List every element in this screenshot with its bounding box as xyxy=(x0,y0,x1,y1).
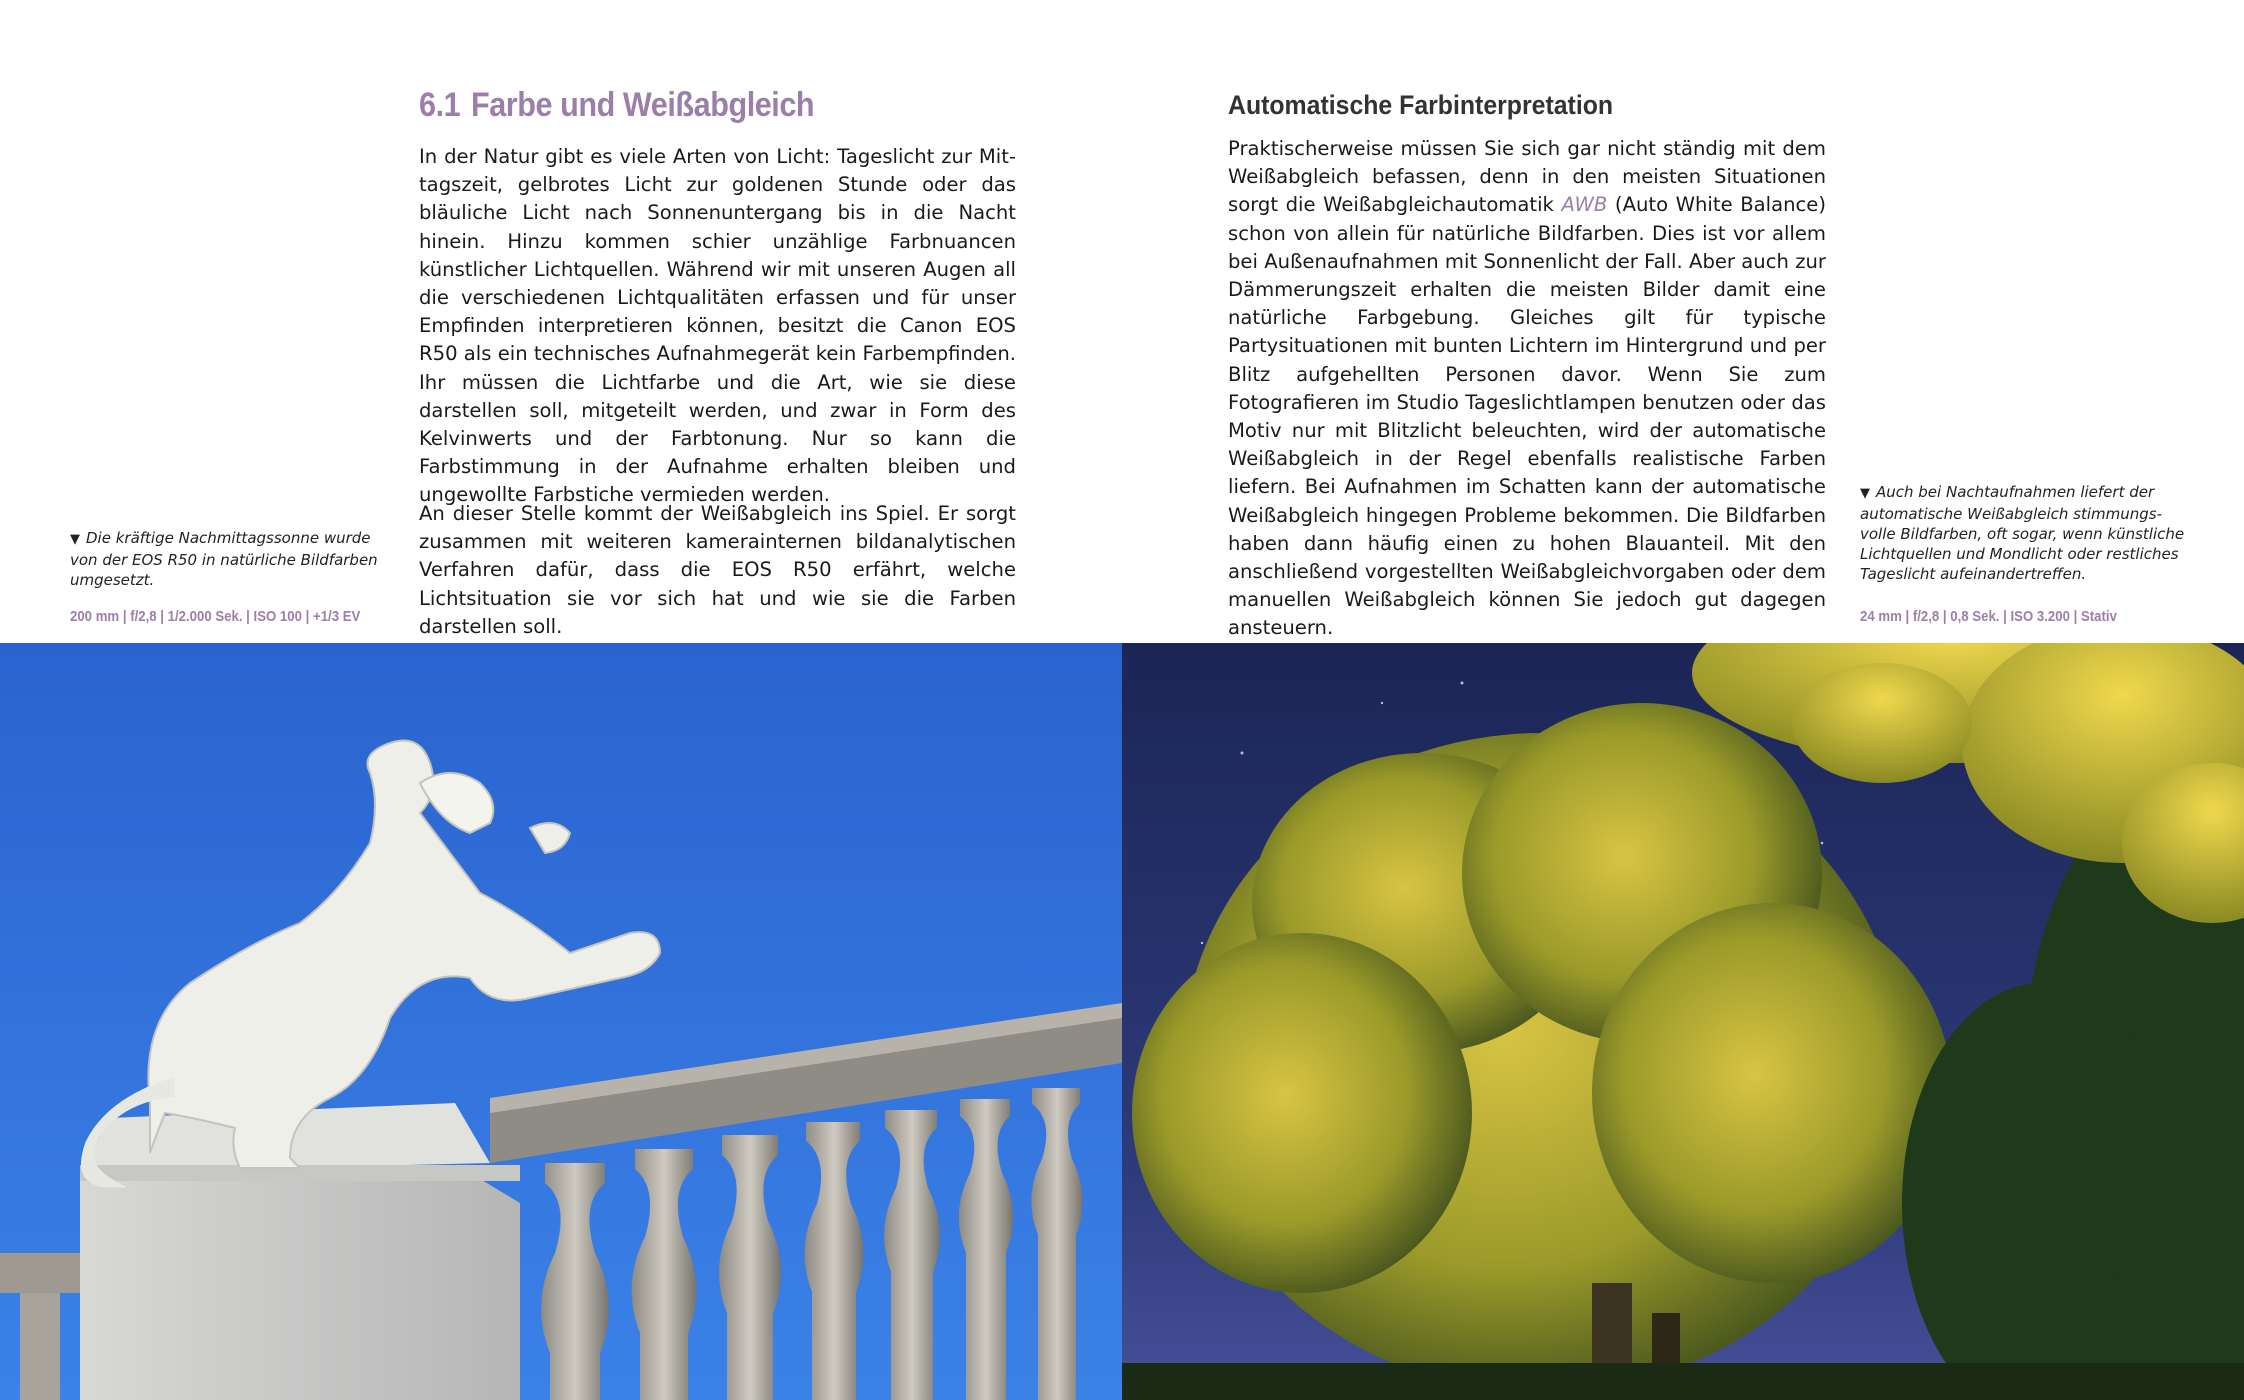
caption-text: Die kräftige Nachmittagssonne wurde von der EOS R50 in natürliche Bildfarben umgesetzt. xyxy=(70,529,378,589)
caption-marker: ▼ xyxy=(70,532,80,547)
caption-text: Auch bei Nachtaufnahmen liefert der automatische Weißabgleich stimmungsvolle Bildfarben, oft sogar, wenn künstliche Lichtquellen und Mondlicht oder restliches Tageslicht aufeinandertreffen. xyxy=(1860,483,2185,583)
body-paragraph-right xyxy=(1228,135,1826,643)
right-page xyxy=(1122,0,2244,1400)
photo-caption-right xyxy=(1860,482,2190,584)
lion-statue-illustration xyxy=(0,643,1122,1400)
section-number: 6.1 xyxy=(419,86,461,124)
section-title xyxy=(419,86,959,125)
caption-marker: ▼ xyxy=(1860,486,1870,501)
awb-symbol: AWB xyxy=(1561,193,1608,217)
section-title-text: Farbe und Weißabgleich xyxy=(470,86,815,124)
paragraph-part-1: Praktischerweise müssen Sie sich gar nicht ständig mit dem Weißabgleich befassen, denn in den meisten Situationen sorgt die Weißabgleichautomatik xyxy=(1228,137,1826,217)
body-paragraph-2: An dieser Stelle kommt der Weißabgleich ins Spiel. Er sorgt zusammen mit weiteren kamerainternen bildanalytischen Verfahren dafür, dass die EOS R50 erfährt, welche Lichtsituation sie vor sich hat und wie sie die Farben darstellen soll. xyxy=(419,502,1016,638)
paragraph-part-2: (Auto White Balance) schon von allein für natürliche Bildfarben. Dies ist vor allem bei Außenaufnahmen mit Sonnenlicht der Fall. Aber auch zur Dämmerungszeit erhalten die meisten Bilder damit eine natürliche Farbgebung. Gleiches gilt für typische Partysituationen mit bunten Lichtern im Hintergrund und per Blitz aufgehellten Personen davor. Wenn Sie zum Fotografieren im Studio Tageslichtlampen benutzen oder das Motiv nur mit Blitzlicht beleuchten, wird der automatische Weißabgleich in der Regel ebenfalls realistische Farben liefern. Bei Aufnahmen im Schatten kann der automatische Weißabgleich hingegen Probleme bekommen. Die Bildfarben haben dann häufig einen zu hohen Blauanteil. Mit den anschließend vorgestellten Weißabgleichvorgaben oder dem manuellen Weißabgleich können Sie jedoch gut dagegen ansteuern. xyxy=(1228,193,1826,640)
lion-statue-photo xyxy=(0,643,1122,1400)
body-paragraph-1: In der Natur gibt es viele Arten von Licht: Tageslicht zur Mittagszeit, gelbrotes Licht zur goldenen Stunde oder das bläuliche Licht nach Sonnenuntergang bis in die Nacht hinein. Hinzu kommen schier unzählige Farbnuancen künstlicher Lichtquellen. Während wir mit unseren Augen all die verschiedenen Lichtqualitäten erfassen und für unser Empfinden interpretieren können, besitzt die Canon EOS R50 als ein technisches Aufnahmegerät kein Farbempfinden. Ihr müssen die Lichtfarbe und die Art, wie sie diese darstellen soll, mitgeteilt werden, und zwar in Form des Kelvinwerts und der Farbtonung. Nur so kann die Farbstimmung in der Aufnahme erhalten bleiben und ungewollte Farbstiche vermieden werden. xyxy=(419,145,1016,507)
subheading: Automatische Farbinterpretation xyxy=(1228,90,1614,120)
night-tree-illustration xyxy=(1122,643,2244,1400)
exif-info-right: 24 mm | f/2,8 | 0,8 Sek. | ISO 3.200 | Stativ xyxy=(1860,608,2117,625)
exif-info-left: 200 mm | f/2,8 | 1/2.000 Sek. | ISO 100 | +1/3 EV xyxy=(70,608,361,625)
night-tree-photo xyxy=(1122,643,2244,1400)
photo-caption-left xyxy=(70,528,388,590)
